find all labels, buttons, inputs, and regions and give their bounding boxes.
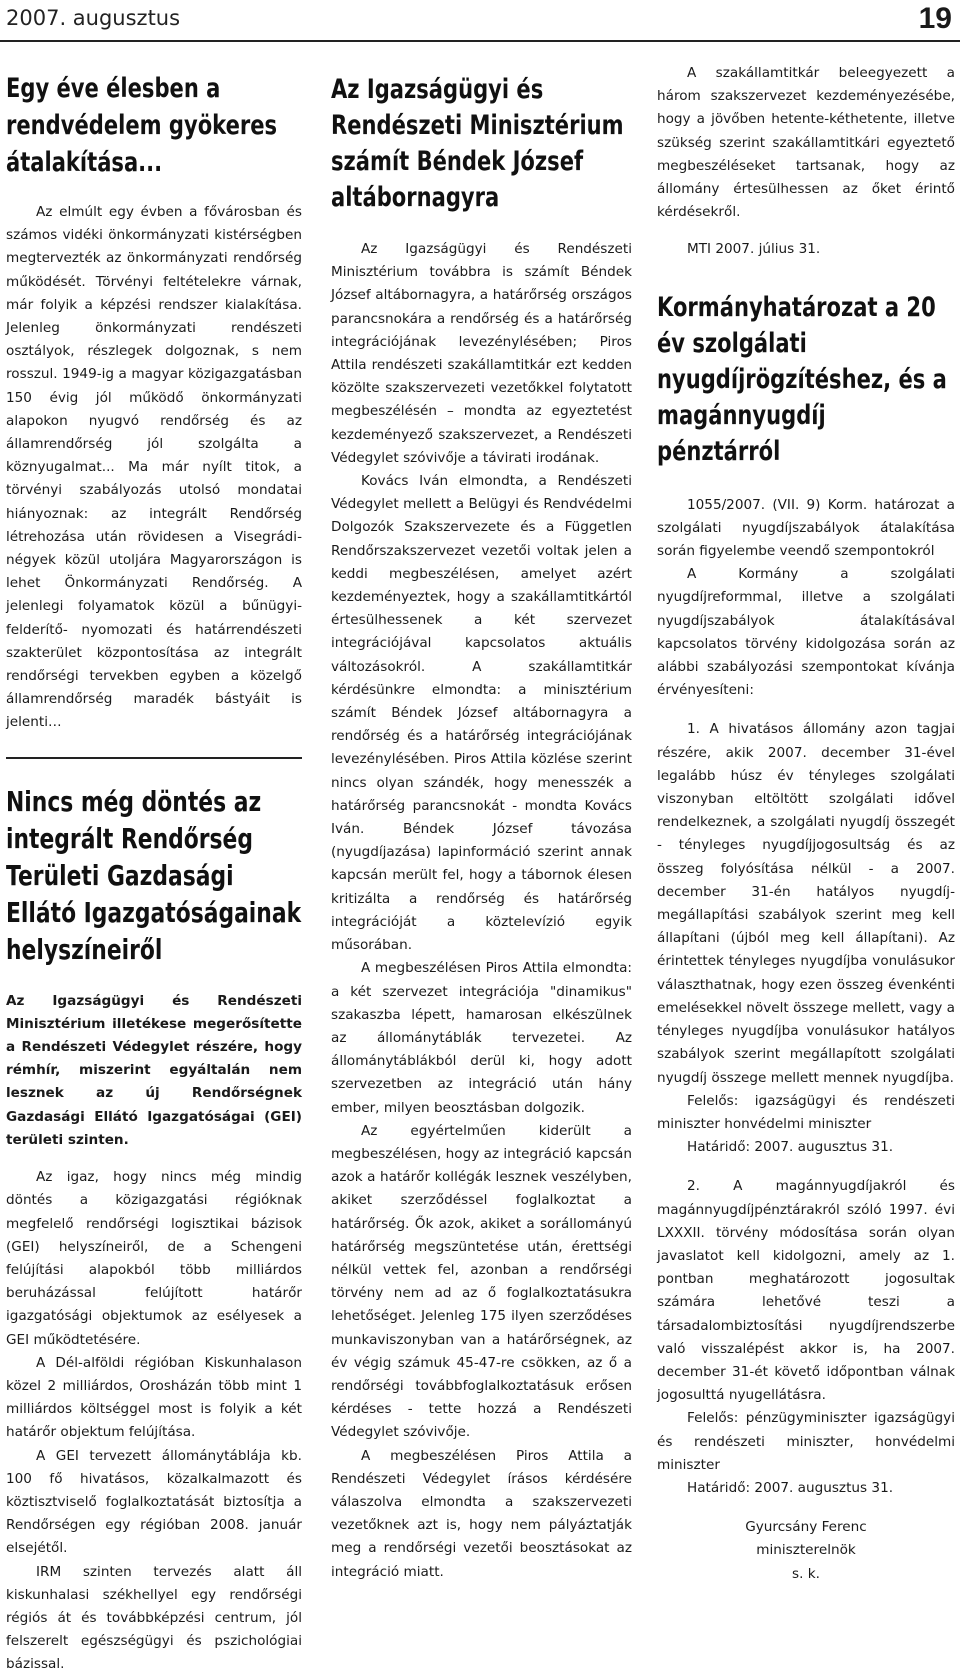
page-number: 19: [918, 2, 952, 35]
article-paragraph: Az igaz, hogy nincs még mindig döntés a közigazgatási régióknak megfelelő rendőrségi logisztikai bázisok (GEI) helyszíneiről, de a Schengeni felújítási alapokból több milliárdos beruházással felújított határőr igazgatósági objektumok az esélyesek a GEI működtetésére.: [6, 1169, 302, 1348]
article-paragraph: A megbeszélésen Piros Attila a Rendészeti Védegylet írásos kérdésére válaszolva elmondta a szakszervezeti vezetőknek azt is, hogy nem pályáztatják meg a rendőrségi vezetői beosztásokat az integráció miatt.: [331, 1447, 632, 1580]
article-paragraph: A Kormány a szolgálati nyugdíjreformmal, illetve a szolgálati nyugdíjszabályok átalakításával kapcsolatos törvény kidolgozása során az alábbi szabályozási szempontokat kívánja érvényesíteni:: [657, 566, 955, 699]
article-lead: Az Igazságügyi és Rendészeti Minisztérium illetékese megerősítette a Rendészeti Védegylet részére, hogy rémhír, miszerint egyáltalán nem lesznek az új Rendőrségnek Gazdasági Ellátó Igazgatóságai (GEI) területi szinten.: [6, 992, 302, 1148]
article-paragraph: Az egyértelműen kiderült a megbeszélésen, hogy az integráció kapcsán azok a határőr kollégák lesznek veszélyben, akiket szerződéssel foglalkoztat a határőrség. Ők azok, akiket a sorállományú határőrség megszüntetése után, érettségi nélkül vettek fel, azonban a rendőrségi törvény nem ad az ő foglalkoztatásukra lehetőséget. Jelenleg 175 ilyen szerződéses munkaviszonyban van a határőrségnek, az év végig számuk 45-47-re csökken, az ő a rendőrségi továbbfoglalkoztatásuk erősen kérdéses - tette hozzá a Rendészeti Védegylet szóvivője.: [331, 1122, 632, 1441]
column-left: [6, 62, 302, 1677]
article-paragraph: 1. A hivatásos állomány azon tagjai részére, akik 2007. december 31-ével legalább húsz év tényleges szolgálati viszonyban eltöltött szolgálati idővel rendelkeznek, a szolgálati nyugdíj összegét - tényleges nyugdíjjogosultság és az összeg folyósítása nélkül - a 2007. december 31-én hatályos nyugdíj-megállapítási szabályok szerint meg kell állapítani (újból meg kell állapítani). Az érintettek tényleges nyugdíjba vonulásukor választhatnak, hogy ezen összeg évenkénti emelésekkel növelt összege mellett, vagy a tényleges nyugdíjba vonulásukor hatályos szabályok szerint megállapított szolgálati nyugdíj összege mellett mennek nyugdíjba.: [657, 721, 955, 1086]
article-paragraph: A megbeszélésen Piros Attila elmondta: a két szervezet integrációja "dinamikus" szakaszba lépett, hamarosan elkészülnek az állománytáblák tervezetei. Az állománytáblákból derül ki, hogy adott szervezetben az integráció után hány ember, milyen beosztásban dolgozik.: [331, 960, 632, 1116]
article-title-gei: Nincs még döntés az integrált Rendőrség Területi Gazdasági Ellátó Igazgatóságainak helyszíneiről: [6, 784, 302, 966]
article-paragraph: Kovács Iván elmondta, a Rendészeti Védegylet mellett a Belügyi és Rendvédelmi Dolgozók Szakszervezete és a Független Rendőrszakszervezet vezetői voltak jelen a keddi megbeszélésen, amelyet azért kezdeményeztek, hogy a szakállamtitkártól értesülhessenek a két szervezet integrációjával kapcsolatos aktuális változásokról. A szakállamtitkár kérdésünkre elmondta: a minisztérium számít Béndek József altábornagyra a rendőrség és a határőrség integrációjának levezénylésében. Piros Attila közlése szerint nincs olyan szándék, hogy menesszék a határőrség parancsnokát - mondta Kovács Iván. Béndek József távozása (nyugdíjazása) lapinformáció szerint annak kapcsán merült fel, hogy a tábornok élesen kritizálta a rendőrség és határőrség integrációját a köztelevízió egyik műsorában.: [331, 473, 632, 954]
article-source: MTI 2007. július 31.: [687, 241, 821, 258]
article-divider: [6, 757, 302, 759]
signature-block: [657, 1516, 955, 1586]
article-paragraph: A Dél-alföldi régióban Kiskunhalason közel 2 milliárdos, Orosházán több mint 1 milliárdos költséggel most is folyik a két határőr objektum felújítása.: [6, 1354, 302, 1441]
column-middle: [331, 62, 632, 1584]
issue-date: 2007. augusztus: [6, 6, 181, 30]
signatory-sk: s. k.: [792, 1565, 820, 1582]
article-paragraph: 2. A magánnyugdíjakról és magánnyugdíjpénztárakról szóló 1997. évi LXXXII. törvény módosítása során olyan javaslatot kell kidolgozni, amely az 1. pontban meghatározott jogosultak számára lehetővé teszi a társadalombiztosítási nyugdíjrendszerbe való visszalépést akkor is, ha 2007. december 31-ét követő időpontban válnak jogosulttá nyugellátásra.: [657, 1178, 955, 1404]
article-paragraph: Felelős: igazságügyi és rendészeti miniszter honvédelmi miniszter: [657, 1092, 955, 1132]
article-paragraph: IRM szinten tervezés alatt áll kiskunhalasi székhellyel egy rendőrségi régiós át és továbbképzési centrum, jól felszerelt egészségügyi és pszichológiai bázissal.: [6, 1563, 302, 1673]
signatory-title: miniszterelnök: [756, 1542, 856, 1559]
article-paragraph: A szakállamtitkár beleegyezett a három szakszervezet kezdeményezésébe, hogy a jövőben hetente-kéthetente, illetve szükség szerint szakállamtitkári egyeztető megbeszéléseket tartsanak, hogy az állomány értesülhessen az őket érintő kérdésekről.: [657, 65, 955, 221]
article-paragraph: Az Igazságügyi és Rendészeti Minisztérium továbbra is számít Béndek József altábornagyra, a határőrség országos parancsnokára a rendőrség és a határőrség integrációjának levezénylésében; Piros Attila rendészeti szakállamtitkár ezt kedden közölte szakszervezeti vezetőkkel folytatott megbeszélésén – mondta az egyeztetést kezdeményező szakszervezet, a Rendészeti Védegylet szóvivője a távirati irodának.: [331, 241, 632, 466]
article-paragraph: Az elmúlt egy évben a fővárosban és számos vidéki önkormányzati kistérségben megtervezték az önkormányzati rendőrség működését. Törvényi feltételekre várnak, már folyik a képzési rendszer kialakítása. Jelenleg önkormányzati rendészeti osztályok, részlegek dolgoznak, s nem rosszul. 1949-ig a magyar közigazgatásban 150 évig jól működő önkormányzati alapokon nyugvó rendőrség és az államrendőrség jól szolgálta a köznyugalmat... Ma már nyílt titok, a törvényi szabályozás utolsó mondatai hiányoznak: az integrált Rendőrség létrehozása után rövidesen a Visegrádi-négyek közül utoljára Magyarországon is lehet Önkormányzati Rendőrség. A jelenlegi folyamatok közül a bűnügyi-felderítő- nyomozati és határrendészeti szakterület központosítása az integrált rendőrségi tervekben egyben a közelgő államrendőrség maradék bástyáit is jelenti…: [6, 204, 302, 731]
article-title-pension: Kormányhatározat a 20 év szolgálati nyugdíjrögzítéshez, és a magánnyugdíj pénztárról: [657, 291, 947, 467]
header-rule: [0, 40, 960, 42]
article-title-bendek: Az Igazságügyi és Rendészeti Minisztérium számít Béndek József altábornagyra: [331, 74, 624, 213]
article-paragraph: 1055/2007. (VII. 9) Korm. határozat a szolgálati nyugdíjszabályok átalakítása során figyelembe veendő szempontokról: [657, 496, 955, 560]
article-paragraph: A GEI tervezett állománytáblája kb. 100 fő hivatásos, közalkalmazott és köztisztviselő foglalkoztatását biztosítja a Rendőrségen egy régióban 2008. január elsejétől.: [6, 1447, 302, 1557]
article-deadline: Határidő: 2007. augusztus 31.: [687, 1139, 894, 1156]
signatory-name: Gyurcsány Ferenc: [745, 1519, 867, 1536]
page-header: [0, 0, 960, 42]
article-title-reform: Egy éve élesben a rendvédelem gyökeres átalakítása...: [6, 73, 278, 178]
column-right: [657, 62, 955, 1586]
article-paragraph: Felelős: pénzügyminiszter igazságügyi és rendészeti miniszter, honvédelmi miniszter: [657, 1410, 955, 1473]
article-deadline: Határidő: 2007. augusztus 31.: [687, 1479, 894, 1496]
